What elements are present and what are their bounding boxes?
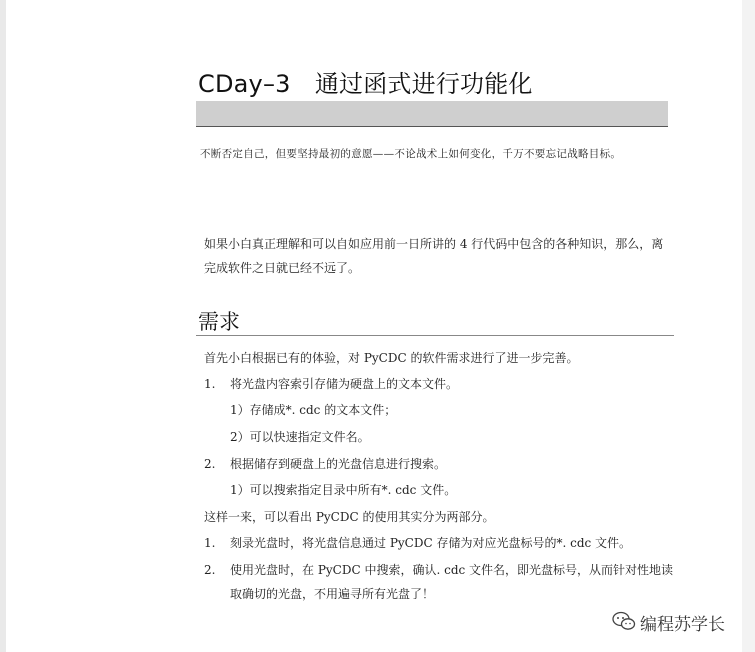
list-item: 使用光盘时，在 PyCDC 中搜索，确认. cdc 文件名，即光盘标号，从而针对性地读	[230, 563, 674, 577]
sub-item: 1）可以搜索指定目录中所有*. cdc 文件。	[230, 483, 457, 497]
list-item: 将光盘内容索引存储为硬盘上的文本文件。	[230, 377, 459, 391]
list-number: 1.	[204, 377, 216, 391]
wechat-icon	[612, 610, 636, 632]
sub-item: 2）可以快速指定文件名。	[230, 430, 370, 444]
chapter-title: CDay–3 通过函式进行功能化	[198, 70, 533, 98]
watermark-text: 编程苏学长	[640, 615, 725, 635]
title-band	[196, 101, 668, 127]
section-divider	[196, 335, 674, 336]
chapter-motto: 不断否定自己，但要坚持最初的意愿——不论战术上如何变化，千万不要忘记战略目标。	[200, 148, 622, 160]
section-intro: 首先小白根据已有的体验，对 PyCDC 的软件需求进行了进一步完善。	[204, 351, 579, 365]
list-number: 1.	[204, 536, 216, 550]
sub-item: 1）存储成*. cdc 的文本文件；	[230, 403, 397, 417]
summary-paragraph: 这样一来，可以看出 PyCDC 的使用其实分为两部分。	[204, 510, 495, 524]
intro-line-2: 完成软件之日就已经不远了。	[204, 261, 361, 275]
list-number: 2.	[204, 457, 216, 471]
list-item: 刻录光盘时，将光盘信息通过 PyCDC 存储为对应光盘标号的*. cdc 文件。	[230, 536, 632, 550]
section-heading: 需求	[198, 310, 240, 334]
list-item-continuation: 取确切的光盘，不用遍寻所有光盘了！	[230, 587, 435, 601]
list-item: 根据储存到硬盘上的光盘信息进行搜索。	[230, 457, 447, 471]
list-number: 2.	[204, 563, 216, 577]
intro-line-1: 如果小白真正理解和可以自如应用前一日所讲的 4 行代码中包含的各种知识，那么，离	[204, 237, 664, 251]
